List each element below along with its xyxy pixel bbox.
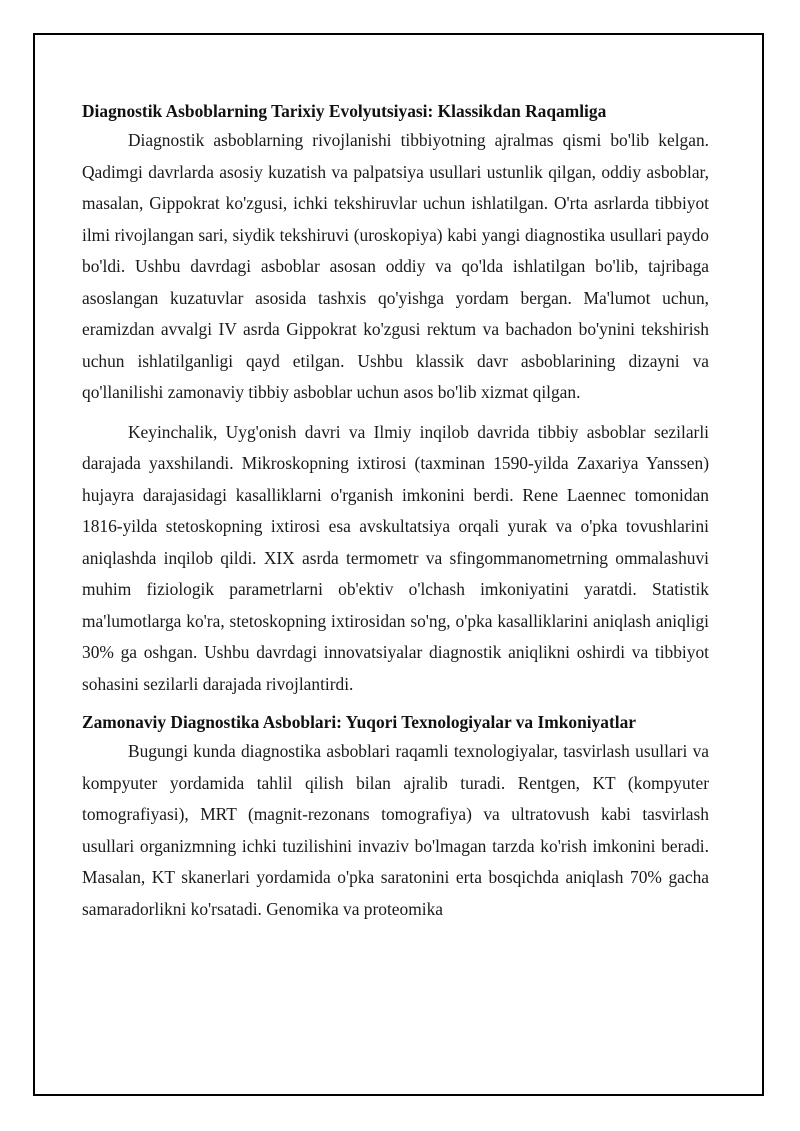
section-heading-modern: Zamonaviy Diagnostika Asboblari: Yuqori Texnologiyalar va Imkoniyatlar (82, 712, 637, 732)
document-body (82, 97, 709, 933)
section-heading-history: Diagnostik Asboblarning Tarixiy Evolyutsiyasi: Klassikdan Raqamliga (82, 101, 607, 121)
paragraph-modern-1: Bugungi kunda diagnostika asboblari raqamli texnologiyalar, tasvirlash usullari va kompyuter yordamida tahlil qilish bilan ajralib turadi. Rentgen, KT (kompyuter tomografiyasi), MRT (magnit-rezonans tomografiya) va ultratovush kabi tasvirlash usullari organizmning ichki tuzilishini invaziv bo'lmagan tarzda ko'rish imkonini beradi. Masalan, KT skanerlari yordamida o'pka saratonini erta bosqichda aniqlash 70% gacha samaradorlikni ko'rsatadi. Genomika va proteomika (82, 741, 709, 919)
paragraph-history-1: Diagnostik asboblarning rivojlanishi tibbiyotning ajralmas qismi bo'lib kelgan. Qadimgi davrlarda asosiy kuzatish va palpatsiya usullari ustunlik qilgan, oddiy asboblar, masalan, Gippokrat ko'zgusi, ichki tekshiruvlar uchun ishlatilgan. O'rta asrlarda tibbiyot ilmi rivojlangan sari, siydik tekshiruvi (uroskopiya) kabi yangi diagnostika usullari paydo bo'ldi. Ushbu davrdagi asboblar asosan oddiy va qo'lda ishlatilgan bo'lib, tajribaga asoslangan kuzatuvlar asosida tashxis qo'yishga yordam bergan. Ma'lumot uchun, eramizdan avvalgi IV asrda Gippokrat ko'zgusi rektum va bachadon bo'ynini tekshirish uchun ishlatilganligi qayd etilgan. Ushbu klassik davr asboblarining dizayni va qo'llanilishi zamonaviy tibbiy asboblar uchun asos bo'lib xizmat qilgan. (82, 130, 709, 402)
paragraph-history-2: Keyinchalik, Uyg'onish davri va Ilmiy inqilob davrida tibbiy asboblar sezilarli darajada yaxshilandi. Mikroskopning ixtirosi (taxminan 1590-yilda Zaxariya Yanssen) hujayra darajasidagi kasalliklarni o'rganish imkonini berdi. Rene Laennec tomonidan 1816-yilda stetoskopning ixtirosi esa avskultatsiya orqali yurak va o'pka tovushlarini aniqlashda inqilob qildi. XIX asrda termometr va sfingommanometrning ommalashuvi muhim fiziologik parametrlarni ob'ektiv o'lchash imkoniyatini yaratdi. Statistik ma'lumotlarga ko'ra, stetoskopning ixtirosidan so'ng, o'pka kasalliklarini aniqlash aniqligi 30% ga oshgan. Ushbu davrdagi innovatsiyalar diagnostik aniqlikni oshirdi va tibbiyot sohasini sezilarli darajada rivojlantirdi. (82, 421, 709, 694)
